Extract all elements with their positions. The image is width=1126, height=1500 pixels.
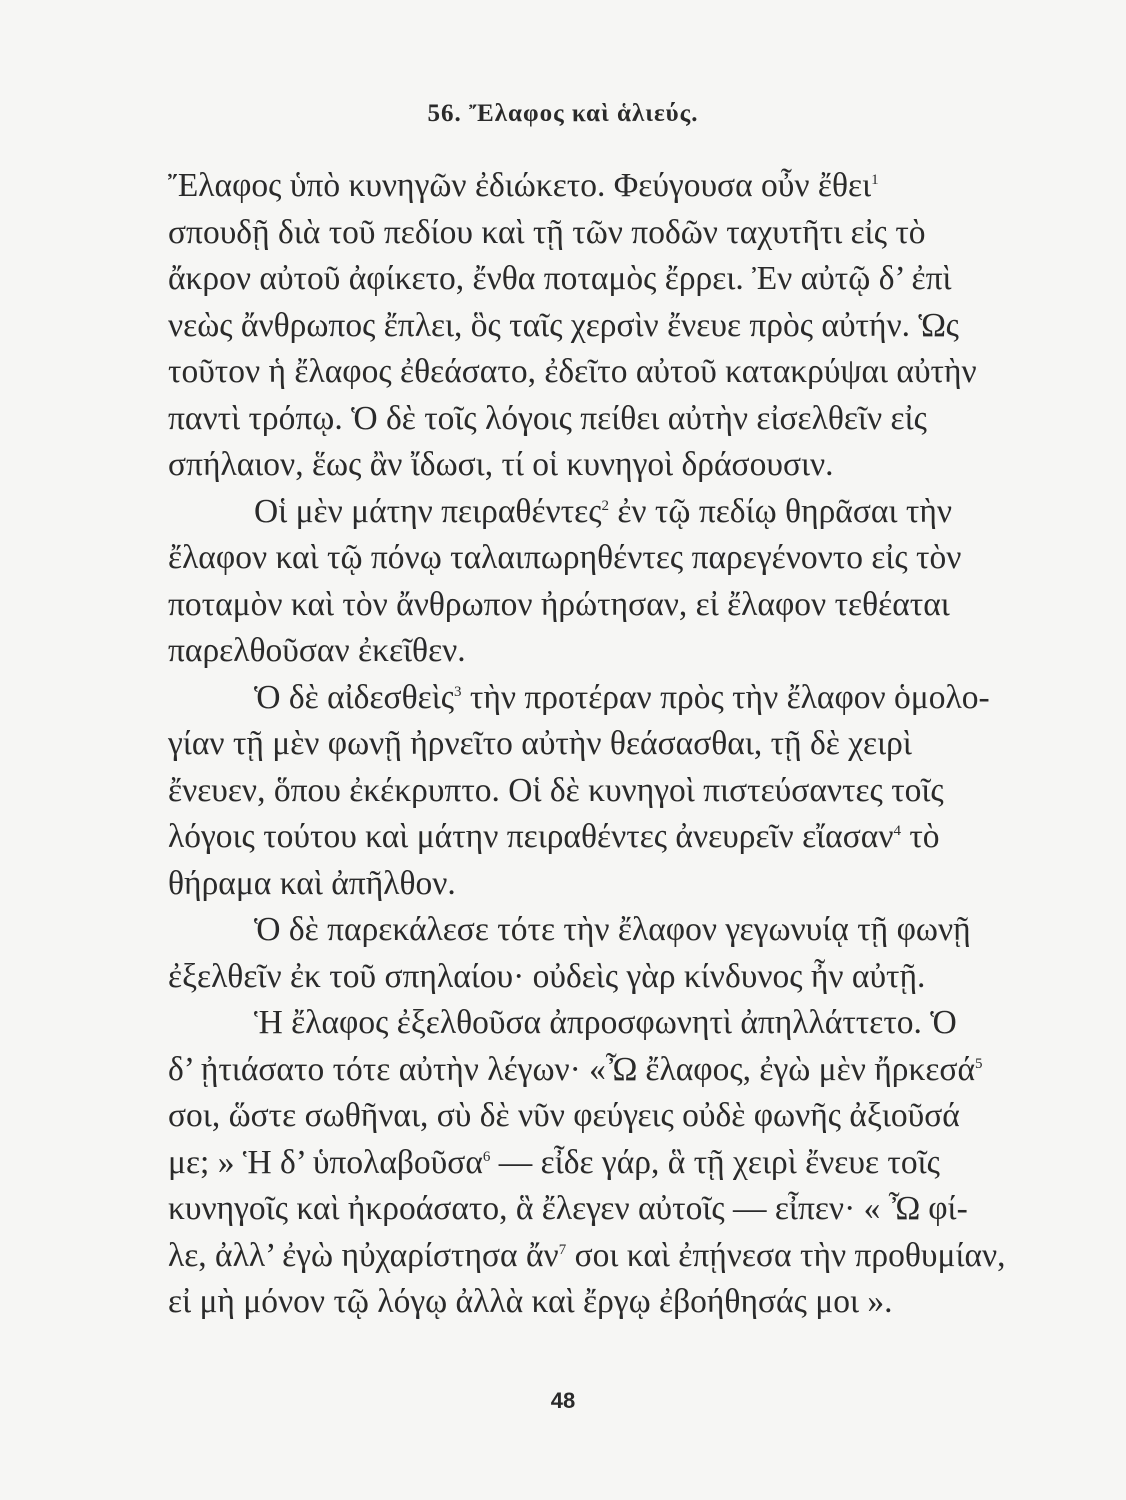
text-line <box>168 163 1020 210</box>
fable-text <box>168 163 1020 1326</box>
line-text: ἐξελθεῖν ἐκ τοῦ σπηλαίου· οὐδεὶς γὰρ κίνδυνος ἦν αὐτῇ. <box>168 957 926 995</box>
text-line <box>168 582 1020 629</box>
fable-title: 56. Ἔλαφος καὶ ἁλιεύς. <box>427 100 699 127</box>
line-text: δ’ ᾐτιάσατο τότε αὐτὴν λέγων· «Ὦ ἔλαφος, ἐγὼ μὲν ἤρκεσά <box>168 1050 976 1088</box>
text-line <box>168 1279 1020 1326</box>
page-number: 48 <box>550 1388 576 1413</box>
line-text-continued: σοι καὶ ἐπῄνεσα τὴν προθυμίαν, <box>566 1236 1006 1274</box>
text-line <box>168 721 1020 768</box>
text-line <box>168 210 1020 257</box>
text-line <box>168 1186 1020 1233</box>
text-line <box>168 442 1020 489</box>
line-text: Ὁ δὲ παρεκάλεσε τότε τὴν ἔλαφον γεγωνυίᾳ τῇ φωνῇ <box>254 911 971 948</box>
text-line <box>168 256 1020 303</box>
text-line <box>168 954 1020 1001</box>
text-line <box>168 1000 1020 1047</box>
line-text: λόγοις τούτου καὶ μάτην πειραθέντες ἀνευρεῖν εἴασαν <box>168 818 894 855</box>
text-line <box>168 675 1020 722</box>
line-text: κυνηγοῖς καὶ ἠκροάσατο, ἃ ἔλεγεν αὐτοῖς — εἶπεν· « Ὦ φί- <box>168 1190 968 1227</box>
line-text: με; » Ἡ δ’ ὑπολαβοῦσα <box>168 1143 483 1181</box>
text-line <box>168 1093 1020 1140</box>
footnote-marker: 6 <box>482 1148 491 1165</box>
line-text: ποταμὸν καὶ τὸν ἄνθρωπον ἠρώτησαν, εἰ ἔλαφον τεθέαται <box>168 585 950 623</box>
line-text: Οἱ μὲν μάτην πειραθέντες <box>254 492 602 530</box>
text-line <box>168 349 1020 396</box>
footnote-marker: 7 <box>558 1241 567 1258</box>
footnote-marker: 4 <box>893 822 901 839</box>
line-text: ἔνευεν, ὅπου ἐκέκρυπτο. Οἱ δὲ κυνηγοὶ πιστεύσαντες τοῖς <box>168 771 944 809</box>
text-line <box>168 814 1020 861</box>
text-line <box>168 303 1020 350</box>
text-line <box>168 628 1020 675</box>
text-line <box>168 1140 1020 1187</box>
text-line <box>168 489 1020 536</box>
text-line <box>168 1233 1020 1280</box>
line-text: νεὼς ἄνθρωπος ἔπλει, ὃς ταῖς χερσὶν ἔνευε πρὸς αὐτήν. Ὡς <box>168 306 959 344</box>
footnote-marker: 2 <box>601 497 609 514</box>
line-text-continued: — εἶδε γάρ, ἃ τῇ χειρὶ ἔνευε τοῖς <box>490 1143 940 1181</box>
line-text: Ὁ δὲ αἰδεσθεὶς <box>254 678 454 716</box>
line-text: θήραμα καὶ ἀπῆλθον. <box>168 864 456 902</box>
text-line <box>168 1047 1020 1094</box>
line-text: λε, ἀλλ’ ἐγὼ ηὐχαρίστησα ἄν <box>168 1236 559 1274</box>
line-text: παρελθοῦσαν ἐκεῖθεν. <box>168 632 466 669</box>
footnote-marker: 5 <box>975 1055 983 1072</box>
line-text: παντὶ τρόπῳ. Ὁ δὲ τοῖς λόγοις πείθει αὐτὴν εἰσελθεῖν εἰς <box>168 399 927 437</box>
line-text: ἄκρον αὐτοῦ ἀφίκετο, ἔνθα ποταμὸς ἔρρει. Ἐν αὐτῷ δ’ ἐπὶ <box>168 260 952 297</box>
line-text: τοῦτον ἡ ἔλαφος ἐθεάσατο, ἐδεῖτο αὐτοῦ κατακρύψαι αὐτὴν <box>168 353 977 390</box>
text-line <box>168 768 1020 815</box>
line-text: Ἔλαφος ὑπὸ κυνηγῶν ἐδιώκετο. Φεύγουσα οὖν ἔθει <box>168 167 872 204</box>
line-text: γίαν τῇ μὲν φωνῇ ἠρνεῖτο αὐτὴν θεάσασθαι, τῇ δὲ χειρὶ <box>168 725 912 762</box>
line-text-continued: τὸ <box>900 818 940 855</box>
footnote-marker: 3 <box>453 683 462 700</box>
line-text: σπουδῇ διὰ τοῦ πεδίου καὶ τῇ τῶν ποδῶν ταχυτῆτι εἰς τὸ <box>168 213 926 251</box>
text-line <box>168 535 1020 582</box>
line-text: σπήλαιον, ἕως ἂν ἴδωσι, τί οἱ κυνηγοὶ δράσουσιν. <box>168 446 834 483</box>
line-text: σοι, ὥστε σωθῆναι, σὺ δὲ νῦν φεύγεις οὐδὲ φωνῆς ἀξιοῦσά <box>168 1097 960 1134</box>
line-text: ἔλαφον καὶ τῷ πόνῳ ταλαιπωρηθέντες παρεγένοντο εἰς τὸν <box>168 539 962 576</box>
text-line <box>168 396 1020 443</box>
line-text: εἰ μὴ μόνον τῷ λόγῳ ἀλλὰ καὶ ἔργῳ ἐβοήθησάς μοι ». <box>168 1283 893 1320</box>
line-text: Ἡ ἔλαφος ἐξελθοῦσα ἀπροσφωνητὶ ἀπηλλάττετο. Ὁ <box>254 1004 957 1041</box>
text-line <box>168 907 1020 954</box>
footnote-marker: 1 <box>871 171 879 188</box>
line-text-continued: τὴν προτέραν πρὸς τὴν ἔλαφον ὁμολο- <box>461 678 990 716</box>
line-text-continued: ἐν τῷ πεδίῳ θηρᾶσαι τὴν <box>608 492 952 530</box>
text-line <box>168 861 1020 908</box>
